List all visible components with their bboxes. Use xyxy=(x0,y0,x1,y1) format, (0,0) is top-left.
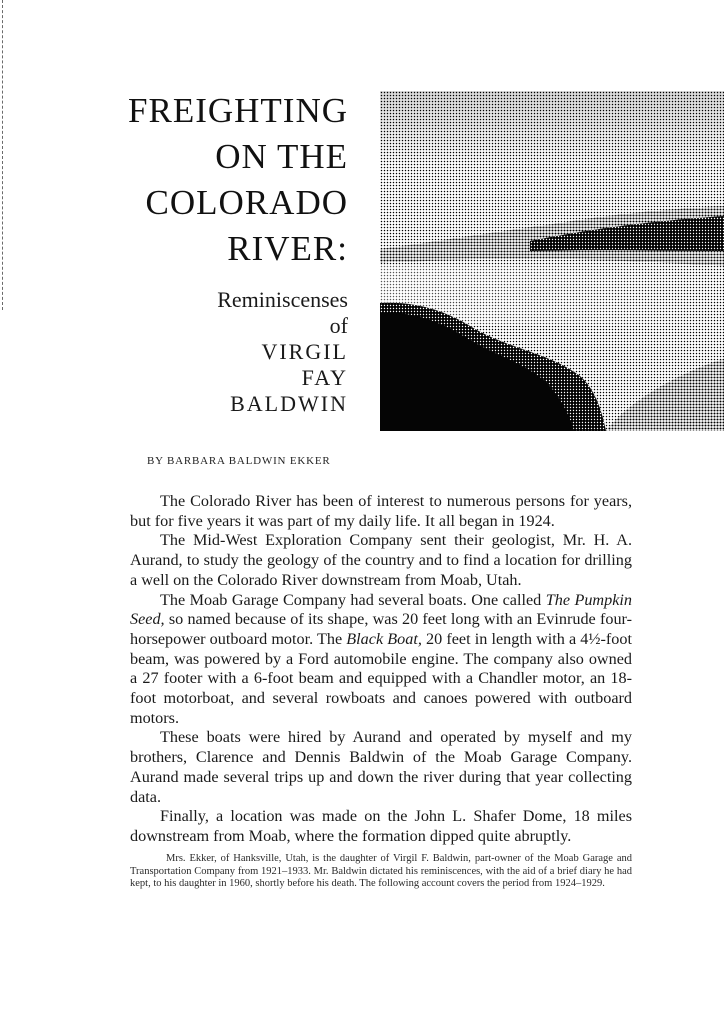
boat-name: The Pumpkin Seed, xyxy=(130,590,632,629)
title-line: FREIGHTING xyxy=(128,91,348,130)
body-paragraph: Finally, a location was made on the John L. Shafer Dome, 18 miles downstream from Moab, where the formation dipped quite abruptly. xyxy=(130,807,632,845)
title-line: RIVER: xyxy=(227,229,348,268)
boats-intro: The Moab Garage Company had several boats. One called xyxy=(160,590,546,609)
boat-name: Black Boat, xyxy=(346,629,422,648)
body-paragraph-boats xyxy=(130,591,632,729)
subtitle-line: Reminiscenses xyxy=(217,287,348,312)
title-line: COLORADO xyxy=(145,183,348,222)
article-title xyxy=(110,88,348,272)
boats-end: 20 feet in length with a 4½-foot beam, was powered by a Ford automobile engine. The company also owned a 27 footer with a 6-foot beam and equipped with a Chandler motor, an 18-foot motorboat, and several rowboats and canoes powered with outboard motors. xyxy=(130,629,632,727)
subtitle-line: VIRGIL xyxy=(261,339,348,364)
article-subtitle xyxy=(150,287,348,417)
subtitle-line: BALDWIN xyxy=(230,391,348,416)
byline: BY BARBARA BALDWIN EKKER xyxy=(147,455,331,467)
subtitle-line: FAY xyxy=(301,365,348,390)
body-paragraph: The Mid-West Exploration Company sent their geologist, Mr. H. A. Aurand, to study the geology of the country and to find a location for drilling a well on the Colorado River downstream from Moab, Utah. xyxy=(130,531,632,589)
boats-middle: so named because of its shape, was 20 feet long with an Evinrude four-horsepower outboard motor. The xyxy=(130,610,632,648)
title-line: ON THE xyxy=(215,137,348,176)
footnote-text: Mrs. Ekker, of Hanksville, Utah, is the daughter of Virgil F. Baldwin, part-owner of the Moab Garage and Transportation Company from 1921–1933. Mr. Baldwin dictated his reminiscences, with the aid of a brief diary he had kept, to his daughter in 1960, shortly before his death. The following account covers the period from 1924–1929. xyxy=(130,853,632,890)
body-paragraph: These boats were hired by Aurand and operated by myself and my brothers, Clarence and Dennis Baldwin of the Moab Garage Company. Aurand made several trips up and down the river during that year collecting data. xyxy=(130,728,632,806)
subtitle-line: of xyxy=(329,313,348,338)
river-photo xyxy=(380,91,724,431)
author-footnote xyxy=(130,853,632,891)
page-edge-line xyxy=(2,0,4,310)
body-paragraph: The Colorado River has been of interest to numerous persons for years, but for five years it was part of my daily life. It all began in 1924. xyxy=(130,492,632,530)
article-body xyxy=(130,492,632,847)
